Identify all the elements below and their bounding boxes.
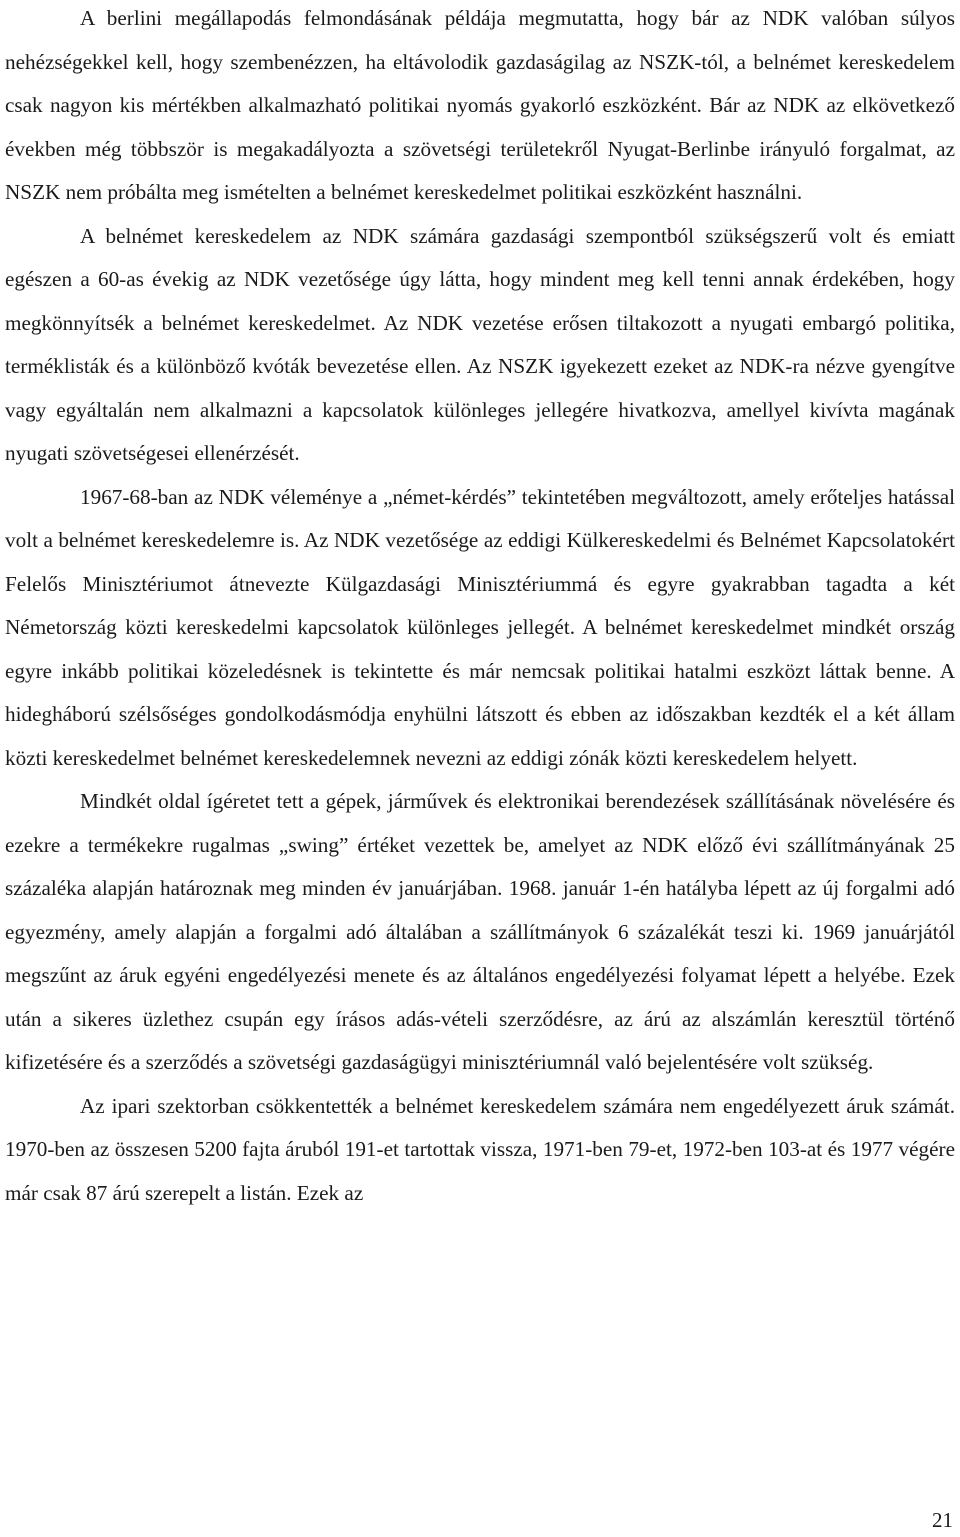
paragraph-1: A berlini megállapodás felmondásának példája megmutatta, hogy bár az NDK valóban súlyos nehézségekkel kell, hogy szembenézzen, ha eltávolodik gazdaságilag az NSZK-tól, a belnémet kereskedelem csak nagyon kis mértékben alkalmazható politikai nyomás gyakorló eszközként. Bár az NDK az elkövetkező években még többször is megakadályozta a szövetségi területekről Nyugat-Berlinbe irányuló forgalmat, az NSZK nem próbálta meg ismételten a belnémet kereskedelmet politikai eszközként használni.: [5, 6, 955, 204]
paragraph-3: 1967-68-ban az NDK véleménye a „német-kérdés” tekintetében megváltozott, amely erőteljes hatással volt a belnémet kereskedelemre is. Az NDK vezetősége az eddigi Külkereskedelmi és Belnémet Kapcsolatokért Felelős Minisztériumot átnevezte Külgazdasági Minisztériummá és egyre gyakrabban tagadta a két Németország közti kereskedelmi kapcsolatok különleges jellegét. A belnémet kereskedelmet mindkét ország egyre inkább politikai közeledésnek is tekintette és már nemcsak politikai hatalmi eszközt láttak benne. A hidegháború szélsőséges gondolkodásmódja enyhülni látszott és ebben az időszakban kezdték el a két állam közti kereskedelmet belnémet kereskedelemnek nevezni az eddigi zónák közti kereskedelem helyett.: [5, 484, 955, 770]
paragraph-2: A belnémet kereskedelem az NDK számára gazdasági szempontból szükségszerű volt és emiatt egészen a 60-as évekig az NDK vezetősége úgy látta, hogy mindent meg kell tenni annak érdekében, hogy megkönnyítsék a belnémet kereskedelmet. Az NDK vezetése erősen tiltakozott a nyugati embargó politika, terméklisták és a különböző kvóták bevezetése ellen. Az NSZK igyekezett ezeket az NDK-ra nézve gyengítve vagy egyáltalán nem alkalmazni a kapcsolatok különleges jellegére hivatkozva, amellyel kivívta magának nyugati szövetségesei ellenérzését.: [5, 223, 955, 465]
paragraph-4: Mindkét oldal ígéretet tett a gépek, járművek és elektronikai berendezések szállításának növelésére és ezekre a termékekre rugalmas „swing” értéket vezettek be, amelyet az NDK előző évi szállítmányának 25 százaléka alapján határoznak meg minden év januárjában. 1968. január 1-én hatályba lépett az új forgalmi adó egyezmény, amely alapján a forgalmi adó általában a szállítmányok 6 százalékát teszi ki. 1969 januárjától megszűnt az áruk egyéni engedélyezési menete és az általános engedélyezési folyamat lépett a helyébe. Ezek után a sikeres üzlethez csupán egy írásos adás-vételi szerződésre, az árú az alszámlán keresztül történő kifizetésére és a szerződés a szövetségi gazdaságügyi minisztériumnál való bejelentésére volt szükség.: [5, 789, 955, 1074]
page-body: [5, 0, 955, 1215]
page-number: 21: [932, 1508, 953, 1532]
paragraph-5: Az ipari szektorban csökkentették a belnémet kereskedelem számára nem engedélyezett áruk számát. 1970-ben az összesen 5200 fajta áruból 191-et tartottak vissza, 1971-ben 79-et, 1972-ben 103-at és 1977 végére már csak 87 árú szerepelt a listán. Ezek az: [5, 1093, 955, 1205]
